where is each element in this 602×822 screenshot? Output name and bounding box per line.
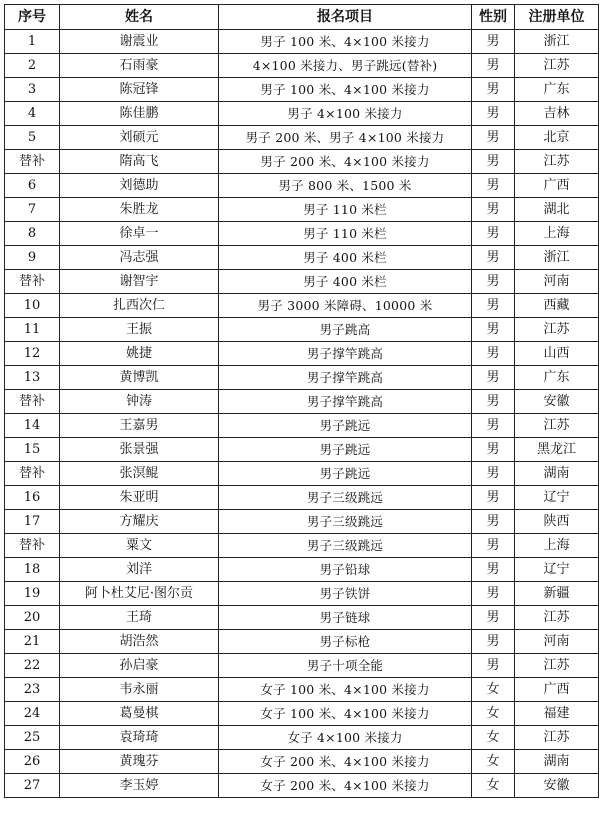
cell-name: 黄瑰芬	[60, 750, 219, 774]
cell-unit: 上海	[515, 534, 599, 558]
table-row	[5, 30, 599, 54]
header-name: 姓名	[60, 5, 219, 30]
cell-name: 扎西次仁	[60, 294, 219, 318]
cell-unit: 山西	[515, 342, 599, 366]
cell-seq: 27	[5, 774, 60, 798]
cell-unit: 湖北	[515, 198, 599, 222]
cell-event: 男子撑竿跳高	[219, 342, 472, 366]
cell-unit: 广东	[515, 366, 599, 390]
cell-sex: 男	[472, 438, 515, 462]
cell-sex: 男	[472, 390, 515, 414]
cell-seq: 3	[5, 78, 60, 102]
table-row	[5, 102, 599, 126]
cell-unit: 黑龙江	[515, 438, 599, 462]
cell-unit: 吉林	[515, 102, 599, 126]
header-seq: 序号	[5, 5, 60, 30]
cell-seq: 5	[5, 126, 60, 150]
cell-seq: 24	[5, 702, 60, 726]
cell-unit: 江苏	[515, 654, 599, 678]
cell-seq: 12	[5, 342, 60, 366]
cell-name: 韦永丽	[60, 678, 219, 702]
cell-sex: 男	[472, 222, 515, 246]
cell-sex: 男	[472, 78, 515, 102]
cell-name: 陈冠锋	[60, 78, 219, 102]
table-row	[5, 558, 599, 582]
table-row	[5, 78, 599, 102]
cell-name: 张溟鲲	[60, 462, 219, 486]
cell-seq: 替补	[5, 150, 60, 174]
table-row	[5, 438, 599, 462]
table-row	[5, 174, 599, 198]
table-row	[5, 774, 599, 798]
cell-sex: 男	[472, 30, 515, 54]
cell-unit: 西藏	[515, 294, 599, 318]
cell-sex: 男	[472, 246, 515, 270]
cell-name: 徐卓一	[60, 222, 219, 246]
table-row	[5, 630, 599, 654]
cell-unit: 陕西	[515, 510, 599, 534]
table-row	[5, 366, 599, 390]
cell-name: 谢智宇	[60, 270, 219, 294]
cell-event: 男子 200 米、男子 4×100 米接力	[219, 126, 472, 150]
table-row	[5, 246, 599, 270]
table-row	[5, 390, 599, 414]
table-row	[5, 702, 599, 726]
table-row	[5, 462, 599, 486]
header-unit: 注册单位	[515, 5, 599, 30]
cell-seq: 7	[5, 198, 60, 222]
cell-unit: 上海	[515, 222, 599, 246]
cell-sex: 男	[472, 54, 515, 78]
cell-sex: 男	[472, 606, 515, 630]
cell-name: 刘硕元	[60, 126, 219, 150]
cell-sex: 男	[472, 582, 515, 606]
cell-sex: 男	[472, 318, 515, 342]
cell-sex: 男	[472, 126, 515, 150]
cell-sex: 男	[472, 198, 515, 222]
cell-name: 谢震业	[60, 30, 219, 54]
header-event: 报名项目	[219, 5, 472, 30]
cell-seq: 13	[5, 366, 60, 390]
cell-sex: 男	[472, 558, 515, 582]
cell-unit: 河南	[515, 270, 599, 294]
cell-unit: 广东	[515, 78, 599, 102]
cell-seq: 11	[5, 318, 60, 342]
cell-event: 男子 110 米栏	[219, 222, 472, 246]
cell-sex: 男	[472, 102, 515, 126]
cell-unit: 江苏	[515, 606, 599, 630]
cell-event: 男子铅球	[219, 558, 472, 582]
cell-seq: 1	[5, 30, 60, 54]
cell-seq: 2	[5, 54, 60, 78]
cell-event: 女子 4×100 米接力	[219, 726, 472, 750]
table-row	[5, 318, 599, 342]
cell-unit: 河南	[515, 630, 599, 654]
cell-unit: 江苏	[515, 150, 599, 174]
cell-event: 男子 400 米栏	[219, 270, 472, 294]
table-row	[5, 750, 599, 774]
cell-seq: 26	[5, 750, 60, 774]
cell-event: 男子链球	[219, 606, 472, 630]
cell-unit: 江苏	[515, 54, 599, 78]
cell-name: 黄博凯	[60, 366, 219, 390]
table-row	[5, 486, 599, 510]
cell-event: 男子十项全能	[219, 654, 472, 678]
table-row	[5, 582, 599, 606]
cell-event: 男子跳远	[219, 462, 472, 486]
cell-sex: 女	[472, 702, 515, 726]
cell-event: 男子 800 米、1500 米	[219, 174, 472, 198]
cell-name: 钟涛	[60, 390, 219, 414]
cell-sex: 女	[472, 678, 515, 702]
cell-unit: 江苏	[515, 726, 599, 750]
cell-seq: 23	[5, 678, 60, 702]
cell-seq: 22	[5, 654, 60, 678]
cell-unit: 广西	[515, 174, 599, 198]
cell-event: 男子 200 米、4×100 米接力	[219, 150, 472, 174]
cell-unit: 江苏	[515, 318, 599, 342]
cell-sex: 男	[472, 174, 515, 198]
cell-seq: 25	[5, 726, 60, 750]
cell-sex: 男	[472, 630, 515, 654]
cell-name: 刘德助	[60, 174, 219, 198]
table-row	[5, 294, 599, 318]
cell-sex: 男	[472, 342, 515, 366]
cell-name: 刘洋	[60, 558, 219, 582]
cell-seq: 替补	[5, 534, 60, 558]
cell-name: 王嘉男	[60, 414, 219, 438]
cell-unit: 湖南	[515, 750, 599, 774]
cell-unit: 安徽	[515, 774, 599, 798]
cell-seq: 替补	[5, 270, 60, 294]
cell-sex: 女	[472, 750, 515, 774]
cell-sex: 男	[472, 654, 515, 678]
cell-unit: 湖南	[515, 462, 599, 486]
table-row	[5, 510, 599, 534]
table-row	[5, 222, 599, 246]
table-row	[5, 726, 599, 750]
cell-name: 朱亚明	[60, 486, 219, 510]
cell-seq: 4	[5, 102, 60, 126]
cell-sex: 男	[472, 270, 515, 294]
cell-name: 张景强	[60, 438, 219, 462]
cell-unit: 新疆	[515, 582, 599, 606]
cell-name: 葛曼棋	[60, 702, 219, 726]
cell-event: 男子 400 米栏	[219, 246, 472, 270]
table-row	[5, 342, 599, 366]
table-row	[5, 414, 599, 438]
cell-seq: 21	[5, 630, 60, 654]
cell-sex: 男	[472, 510, 515, 534]
cell-event: 男子跳远	[219, 438, 472, 462]
cell-event: 男子三级跳远	[219, 534, 472, 558]
cell-seq: 18	[5, 558, 60, 582]
cell-event: 男子铁饼	[219, 582, 472, 606]
cell-name: 胡浩然	[60, 630, 219, 654]
cell-event: 男子标枪	[219, 630, 472, 654]
cell-seq: 14	[5, 414, 60, 438]
cell-event: 男子三级跳远	[219, 510, 472, 534]
cell-unit: 辽宁	[515, 486, 599, 510]
table-row	[5, 270, 599, 294]
cell-name: 王振	[60, 318, 219, 342]
cell-unit: 广西	[515, 678, 599, 702]
cell-name: 王琦	[60, 606, 219, 630]
cell-sex: 男	[472, 294, 515, 318]
cell-seq: 15	[5, 438, 60, 462]
cell-event: 男子撑竿跳高	[219, 390, 472, 414]
cell-name: 隋高飞	[60, 150, 219, 174]
table-row	[5, 654, 599, 678]
cell-event: 男子 3000 米障碍、10000 米	[219, 294, 472, 318]
table-row	[5, 126, 599, 150]
table-row	[5, 606, 599, 630]
cell-event: 4×100 米接力、男子跳远(替补)	[219, 54, 472, 78]
cell-name: 李玉婷	[60, 774, 219, 798]
cell-sex: 男	[472, 414, 515, 438]
cell-event: 男子三级跳远	[219, 486, 472, 510]
cell-seq: 20	[5, 606, 60, 630]
cell-unit: 浙江	[515, 30, 599, 54]
cell-name: 粟文	[60, 534, 219, 558]
cell-sex: 女	[472, 726, 515, 750]
cell-name: 姚捷	[60, 342, 219, 366]
cell-name: 石雨豪	[60, 54, 219, 78]
cell-seq: 10	[5, 294, 60, 318]
cell-seq: 16	[5, 486, 60, 510]
cell-seq: 9	[5, 246, 60, 270]
cell-event: 男子 110 米栏	[219, 198, 472, 222]
cell-sex: 男	[472, 366, 515, 390]
table-row	[5, 534, 599, 558]
cell-name: 陈佳鹏	[60, 102, 219, 126]
cell-name: 孙启豪	[60, 654, 219, 678]
cell-seq: 19	[5, 582, 60, 606]
table-body	[5, 30, 599, 798]
cell-sex: 男	[472, 150, 515, 174]
table-row	[5, 150, 599, 174]
cell-unit: 江苏	[515, 414, 599, 438]
table-row	[5, 198, 599, 222]
cell-event: 男子 4×100 米接力	[219, 102, 472, 126]
cell-unit: 福建	[515, 702, 599, 726]
cell-event: 女子 100 米、4×100 米接力	[219, 702, 472, 726]
cell-unit: 安徽	[515, 390, 599, 414]
cell-unit: 辽宁	[515, 558, 599, 582]
cell-seq: 替补	[5, 462, 60, 486]
cell-seq: 替补	[5, 390, 60, 414]
cell-name: 方耀庆	[60, 510, 219, 534]
cell-name: 阿卜杜艾尼·图尔贡	[60, 582, 219, 606]
cell-event: 男子 100 米、4×100 米接力	[219, 30, 472, 54]
cell-sex: 男	[472, 534, 515, 558]
table-row	[5, 54, 599, 78]
header-sex: 性别	[472, 5, 515, 30]
cell-seq: 17	[5, 510, 60, 534]
cell-event: 男子跳高	[219, 318, 472, 342]
cell-event: 男子撑竿跳高	[219, 366, 472, 390]
cell-sex: 女	[472, 774, 515, 798]
cell-unit: 北京	[515, 126, 599, 150]
table-header-row	[5, 5, 599, 30]
cell-event: 女子 200 米、4×100 米接力	[219, 750, 472, 774]
cell-name: 袁琦琦	[60, 726, 219, 750]
cell-sex: 男	[472, 486, 515, 510]
cell-seq: 6	[5, 174, 60, 198]
cell-seq: 8	[5, 222, 60, 246]
athlete-roster-table	[4, 4, 599, 798]
cell-name: 朱胜龙	[60, 198, 219, 222]
cell-unit: 浙江	[515, 246, 599, 270]
cell-event: 男子跳远	[219, 414, 472, 438]
cell-event: 女子 100 米、4×100 米接力	[219, 678, 472, 702]
table-row	[5, 678, 599, 702]
cell-event: 女子 200 米、4×100 米接力	[219, 774, 472, 798]
cell-sex: 男	[472, 462, 515, 486]
cell-name: 冯志强	[60, 246, 219, 270]
cell-event: 男子 100 米、4×100 米接力	[219, 78, 472, 102]
